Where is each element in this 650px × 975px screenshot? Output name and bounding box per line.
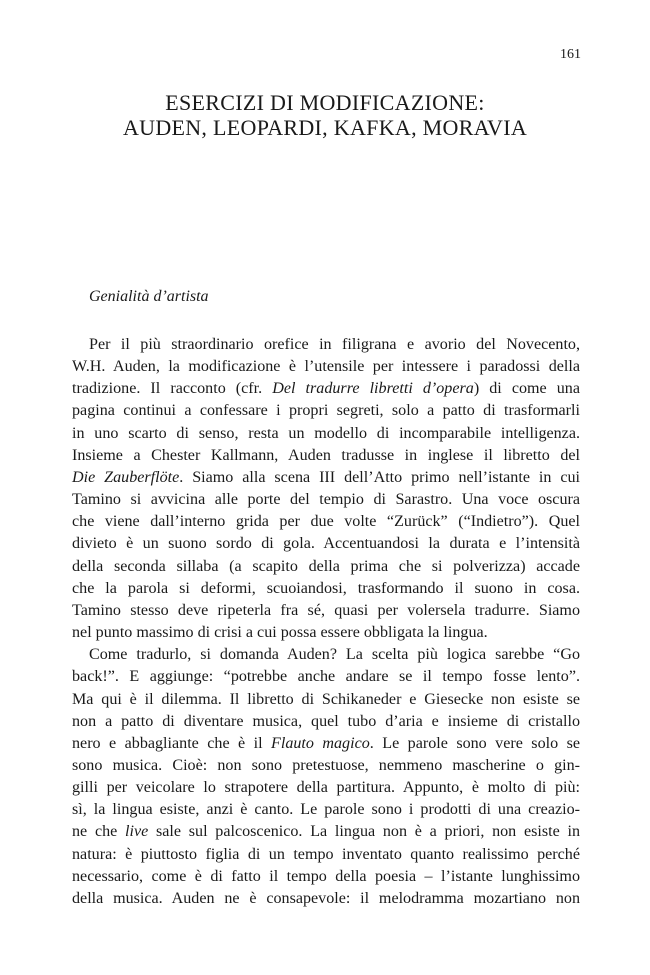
- text-segment: che la parola si deformi, scuoiandosi, trasformando il suono in cosa.: [72, 579, 580, 597]
- italic-text: Die Zauberflöte: [72, 468, 180, 486]
- text-segment: . Le parole sono vere solo se: [369, 734, 580, 752]
- text-segment: in uno scarto di senso, resta un modello di incomparabile intelligenza.: [72, 424, 580, 442]
- text-line: [72, 511, 580, 533]
- text-line: [72, 467, 580, 489]
- text-segment: Per il più straordinario orefice in filigrana e avorio del Novecento,: [89, 336, 580, 353]
- text-segment: ne che: [72, 823, 126, 841]
- text-segment: sì, la lingua esiste, anzi è canto. Le parole sono i prodotti di una creazio-: [72, 801, 580, 819]
- text-line: [72, 600, 580, 622]
- body-text: [72, 334, 580, 910]
- text-segment: nero e abbagliante che è il: [72, 734, 272, 752]
- italic-text: Del tradurre libretti d’opera: [272, 380, 474, 398]
- text-line: [72, 489, 580, 511]
- text-segment: non a patto di diventare musica, quel tubo d’aria e insieme di cristallo: [72, 712, 580, 730]
- text-segment: . Siamo alla scena III dell’Atto primo nell’istante in cui: [179, 468, 580, 486]
- page-number: 161: [560, 47, 581, 62]
- text-segment: natura: è piuttosto figlia di un tempo inventato quanto realissimo perché: [72, 845, 580, 863]
- text-line: [72, 378, 580, 400]
- text-line: [72, 888, 580, 910]
- text-segment: tradizione. Il racconto (cfr.: [72, 380, 273, 398]
- text-line: [72, 666, 580, 688]
- italic-text: Flauto magico: [271, 734, 370, 752]
- text-line: [72, 799, 580, 821]
- text-segment: che viene dall’interno grida per due volte “Zurück” (“Indietro”). Quel: [72, 513, 580, 531]
- text-line: [72, 644, 580, 666]
- text-line: [72, 622, 580, 644]
- text-segment: Insieme a Chester Kallmann, Auden tradusse in inglese il libretto del: [72, 446, 580, 464]
- text-segment: nel punto massimo di crisi a cui possa essere obbligata la lingua.: [72, 624, 488, 642]
- text-line: [72, 445, 580, 467]
- italic-text: live: [125, 823, 149, 841]
- text-segment: back!”. E aggiunge: “potrebbe anche andare se il tempo fosse lento”.: [72, 668, 580, 686]
- text-line: [72, 733, 580, 755]
- text-segment: Ma qui è il dilemma. Il libretto di Schikaneder e Giesecke non esiste se: [72, 690, 580, 708]
- text-segment: ) di come una: [473, 380, 580, 398]
- chapter-title-line-2: AUDEN, LEOPARDI, KAFKA, MORAVIA: [122, 115, 528, 140]
- section-heading: Genialità d’artista: [89, 288, 209, 305]
- text-line: [72, 334, 580, 356]
- text-segment: Tamino stesso deve ripeterla fra sé, quasi per volersela tradurre. Siamo: [72, 601, 580, 619]
- text-line: [72, 556, 580, 578]
- text-segment: della seconda sillaba (a scapito della prima che si polverizza) accade: [72, 557, 580, 575]
- text-segment: gilli per veicolare lo strapotere della partitura. Appunto, è molto di più:: [72, 779, 580, 797]
- text-line: [72, 844, 580, 866]
- text-line: [72, 356, 580, 378]
- text-line: [72, 533, 580, 555]
- text-segment: della musica. Auden ne è consapevole: il melodramma mozartiano non: [72, 889, 580, 907]
- text-segment: necessario, come è di fatto il tempo della poesia – l’istante lunghissimo: [72, 867, 580, 885]
- text-line: [72, 689, 580, 711]
- text-line: [72, 866, 580, 888]
- text-segment: Come tradurlo, si domanda Auden? La scelta più logica sarebbe “Go: [89, 646, 580, 664]
- text-line: [72, 755, 580, 777]
- text-line: [72, 821, 580, 843]
- text-line: [72, 777, 580, 799]
- text-line: [72, 423, 580, 445]
- text-segment: W.H. Auden, la modificazione è l’utensile per intessere i paradossi della: [72, 358, 580, 376]
- text-segment: pagina continui a confessare i propri segreti, solo a patto di trasformarli: [72, 402, 580, 420]
- text-line: [72, 711, 580, 733]
- text-segment: sono musica. Cioè: non sono pretestuose, nemmeno mascherine o gin-: [72, 756, 580, 774]
- chapter-title: [0, 90, 650, 140]
- text-segment: Tamino si avvicina alle porte del tempio di Sarastro. Una voce oscura: [72, 491, 580, 509]
- text-line: [72, 400, 580, 422]
- text-segment: sale sul palcoscenico. La lingua non è a priori, non esiste in: [148, 823, 580, 841]
- text-line: [72, 578, 580, 600]
- chapter-title-line-1: ESERCIZI DI MODIFICAZIONE:: [165, 90, 485, 115]
- text-segment: divieto è un suono sordo di gola. Accentuandosi la durata e l’intensità: [72, 535, 580, 553]
